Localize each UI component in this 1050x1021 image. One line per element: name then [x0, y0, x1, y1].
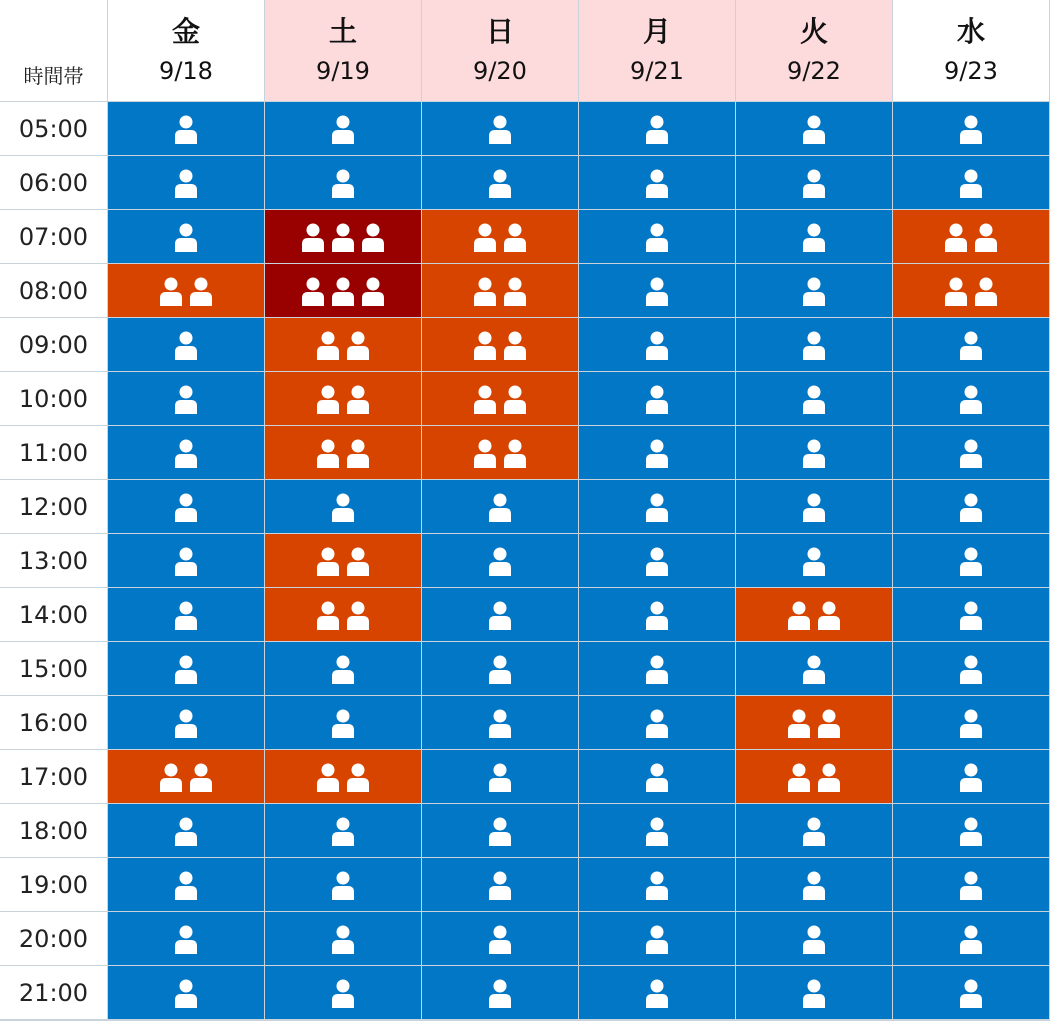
person-icon [817, 600, 841, 630]
person-icon [174, 546, 198, 576]
crowd-level-cell [736, 318, 893, 372]
crowd-level-cell [108, 102, 265, 156]
crowd-level-cell [736, 264, 893, 318]
crowd-level-cell [893, 588, 1050, 642]
crowd-level-cell [893, 264, 1050, 318]
time-label: 18:00 [0, 804, 108, 858]
person-icon [174, 600, 198, 630]
person-icon [959, 762, 983, 792]
person-icon [959, 330, 983, 360]
person-icon [331, 222, 355, 252]
person-icon [645, 438, 669, 468]
date-label: 9/18 [159, 56, 213, 85]
crowd-level-cell [265, 480, 422, 534]
person-icon [316, 330, 340, 360]
person-icon [174, 168, 198, 198]
crowd-level-cell [108, 858, 265, 912]
person-icon [645, 816, 669, 846]
crowd-level-cell [579, 372, 736, 426]
crowd-level-cell [736, 372, 893, 426]
person-icon [331, 708, 355, 738]
person-icon [645, 222, 669, 252]
weekday-label: 金 [171, 14, 200, 48]
person-icon [787, 762, 811, 792]
crowd-level-cell [108, 750, 265, 804]
crowd-level-cell [579, 750, 736, 804]
person-icon [174, 654, 198, 684]
person-icon [189, 762, 213, 792]
crowd-level-cell [265, 912, 422, 966]
crowd-level-cell [108, 318, 265, 372]
time-label: 08:00 [0, 264, 108, 318]
person-icon [974, 276, 998, 306]
person-icon [802, 222, 826, 252]
person-icon [802, 438, 826, 468]
person-icon [959, 114, 983, 144]
person-icon [488, 168, 512, 198]
person-icon [488, 762, 512, 792]
person-icon [974, 222, 998, 252]
person-icon [959, 600, 983, 630]
person-icon [174, 816, 198, 846]
crowd-level-cell [736, 912, 893, 966]
person-icon [817, 708, 841, 738]
time-label: 21:00 [0, 966, 108, 1020]
crowd-level-cell [736, 588, 893, 642]
crowd-level-cell [265, 372, 422, 426]
crowd-level-cell [108, 480, 265, 534]
time-label: 09:00 [0, 318, 108, 372]
person-icon [944, 276, 968, 306]
crowd-level-cell [893, 642, 1050, 696]
crowd-level-cell [736, 426, 893, 480]
person-icon [174, 708, 198, 738]
crowd-level-cell [265, 102, 422, 156]
day-header [422, 0, 579, 102]
crowd-level-cell [736, 534, 893, 588]
crowd-level-cell [736, 696, 893, 750]
crowd-level-cell [265, 156, 422, 210]
crowd-level-cell [422, 210, 579, 264]
person-icon [802, 276, 826, 306]
time-label: 12:00 [0, 480, 108, 534]
time-label: 13:00 [0, 534, 108, 588]
crowd-level-cell [579, 642, 736, 696]
person-icon [802, 114, 826, 144]
person-icon [488, 978, 512, 1008]
time-label: 15:00 [0, 642, 108, 696]
crowd-level-cell [108, 966, 265, 1020]
crowd-level-cell [422, 642, 579, 696]
person-icon [174, 870, 198, 900]
crowd-level-cell [108, 264, 265, 318]
time-label: 10:00 [0, 372, 108, 426]
person-icon [346, 330, 370, 360]
crowd-level-cell [579, 912, 736, 966]
weekday-label: 土 [328, 14, 357, 48]
person-icon [645, 708, 669, 738]
person-icon [645, 276, 669, 306]
person-icon [787, 600, 811, 630]
crowd-level-cell [108, 372, 265, 426]
person-icon [645, 330, 669, 360]
person-icon [316, 384, 340, 414]
crowd-level-cell [422, 750, 579, 804]
time-label: 17:00 [0, 750, 108, 804]
person-icon [802, 492, 826, 522]
crowd-level-cell [265, 588, 422, 642]
person-icon [488, 600, 512, 630]
person-icon [959, 168, 983, 198]
person-icon [645, 384, 669, 414]
time-label: 07:00 [0, 210, 108, 264]
time-label: 19:00 [0, 858, 108, 912]
person-icon [959, 708, 983, 738]
day-header [893, 0, 1050, 102]
person-icon [645, 654, 669, 684]
crowd-level-cell [108, 804, 265, 858]
time-label: 16:00 [0, 696, 108, 750]
person-icon [959, 654, 983, 684]
crowd-level-cell [736, 642, 893, 696]
person-icon [174, 114, 198, 144]
person-icon [645, 870, 669, 900]
person-icon [174, 330, 198, 360]
crowd-level-cell [579, 966, 736, 1020]
person-icon [802, 168, 826, 198]
crowd-level-cell [579, 210, 736, 264]
crowd-level-cell [422, 372, 579, 426]
date-label: 9/19 [316, 56, 370, 85]
person-icon [316, 438, 340, 468]
crowd-level-cell [579, 426, 736, 480]
person-icon [802, 924, 826, 954]
crowd-level-cell [893, 102, 1050, 156]
person-icon [159, 276, 183, 306]
crowd-level-cell [736, 480, 893, 534]
day-header [736, 0, 893, 102]
crowd-level-cell [736, 102, 893, 156]
crowd-level-cell [893, 858, 1050, 912]
person-icon [473, 276, 497, 306]
crowd-level-cell [422, 102, 579, 156]
person-icon [959, 438, 983, 468]
weekday-label: 月 [642, 14, 671, 48]
person-icon [817, 762, 841, 792]
day-header [108, 0, 265, 102]
crowd-level-cell [893, 804, 1050, 858]
person-icon [174, 384, 198, 414]
person-icon [488, 816, 512, 846]
person-icon [174, 978, 198, 1008]
person-icon [802, 330, 826, 360]
crowd-level-cell [579, 264, 736, 318]
person-icon [645, 924, 669, 954]
person-icon [473, 222, 497, 252]
person-icon [346, 546, 370, 576]
person-icon [174, 492, 198, 522]
person-icon [959, 384, 983, 414]
crowd-level-cell [422, 480, 579, 534]
person-icon [331, 978, 355, 1008]
crowd-level-cell [422, 588, 579, 642]
date-label: 9/22 [787, 56, 841, 85]
person-icon [802, 654, 826, 684]
crowd-level-cell [893, 426, 1050, 480]
crowd-level-cell [265, 750, 422, 804]
person-icon [301, 222, 325, 252]
crowd-level-cell [265, 264, 422, 318]
crowd-level-cell [108, 912, 265, 966]
person-icon [802, 546, 826, 576]
crowd-level-cell [422, 318, 579, 372]
person-icon [488, 870, 512, 900]
person-icon [503, 438, 527, 468]
crowd-level-cell [893, 156, 1050, 210]
person-icon [473, 438, 497, 468]
crowd-level-cell [265, 534, 422, 588]
crowd-level-cell [579, 318, 736, 372]
crowd-level-cell [736, 804, 893, 858]
time-label: 05:00 [0, 102, 108, 156]
crowd-level-cell [893, 696, 1050, 750]
day-header [265, 0, 422, 102]
person-icon [488, 114, 512, 144]
weekday-label: 火 [799, 14, 828, 48]
person-icon [331, 816, 355, 846]
weekday-label: 水 [956, 14, 985, 48]
person-icon [316, 600, 340, 630]
crowd-level-cell [108, 210, 265, 264]
person-icon [959, 816, 983, 846]
crowd-level-cell [736, 210, 893, 264]
person-icon [959, 492, 983, 522]
crowd-level-cell [736, 966, 893, 1020]
person-icon [174, 438, 198, 468]
person-icon [488, 924, 512, 954]
person-icon [488, 708, 512, 738]
person-icon [488, 654, 512, 684]
crowd-level-cell [108, 696, 265, 750]
person-icon [503, 222, 527, 252]
person-icon [331, 168, 355, 198]
person-icon [802, 384, 826, 414]
person-icon [361, 222, 385, 252]
person-icon [503, 276, 527, 306]
person-icon [316, 546, 340, 576]
date-label: 9/20 [473, 56, 527, 85]
time-label: 11:00 [0, 426, 108, 480]
crowd-level-cell [736, 750, 893, 804]
person-icon [503, 384, 527, 414]
person-icon [473, 330, 497, 360]
person-icon [488, 492, 512, 522]
date-label: 9/23 [944, 56, 998, 85]
person-icon [331, 924, 355, 954]
crowd-level-cell [108, 588, 265, 642]
person-icon [645, 978, 669, 1008]
crowd-level-cell [893, 210, 1050, 264]
crowd-level-cell [422, 534, 579, 588]
person-icon [645, 600, 669, 630]
person-icon [473, 384, 497, 414]
person-icon [959, 870, 983, 900]
crowd-level-cell [422, 912, 579, 966]
crowd-level-cell [265, 858, 422, 912]
crowd-level-cell [265, 210, 422, 264]
crowd-level-cell [422, 264, 579, 318]
time-label: 06:00 [0, 156, 108, 210]
person-icon [174, 222, 198, 252]
crowd-level-cell [422, 426, 579, 480]
crowd-level-cell [579, 480, 736, 534]
crowd-level-cell [893, 372, 1050, 426]
crowd-level-cell [893, 318, 1050, 372]
person-icon [959, 924, 983, 954]
person-icon [488, 546, 512, 576]
crowd-level-cell [736, 858, 893, 912]
person-icon [787, 708, 811, 738]
crowd-level-cell [893, 912, 1050, 966]
person-icon [331, 276, 355, 306]
person-icon [802, 870, 826, 900]
crowd-level-cell [108, 642, 265, 696]
person-icon [645, 546, 669, 576]
person-icon [301, 276, 325, 306]
time-column-header: 時間帯 [0, 0, 108, 102]
person-icon [346, 438, 370, 468]
person-icon [959, 978, 983, 1008]
crowd-level-cell [265, 804, 422, 858]
weekday-label: 日 [485, 14, 514, 48]
person-icon [331, 114, 355, 144]
person-icon [331, 654, 355, 684]
time-label: 20:00 [0, 912, 108, 966]
crowd-level-cell [422, 696, 579, 750]
person-icon [189, 276, 213, 306]
person-icon [174, 924, 198, 954]
crowd-level-cell [265, 696, 422, 750]
day-header [579, 0, 736, 102]
crowd-level-cell [893, 750, 1050, 804]
person-icon [331, 870, 355, 900]
person-icon [346, 600, 370, 630]
crowd-level-cell [579, 534, 736, 588]
crowd-level-cell [422, 804, 579, 858]
person-icon [959, 546, 983, 576]
person-icon [802, 816, 826, 846]
crowd-level-cell [893, 966, 1050, 1020]
crowd-level-cell [579, 588, 736, 642]
crowd-level-cell [108, 534, 265, 588]
date-label: 9/21 [630, 56, 684, 85]
time-label: 14:00 [0, 588, 108, 642]
person-icon [331, 492, 355, 522]
person-icon [316, 762, 340, 792]
person-icon [361, 276, 385, 306]
crowd-level-cell [265, 642, 422, 696]
crowd-level-cell [579, 696, 736, 750]
person-icon [346, 384, 370, 414]
crowd-level-cell [265, 318, 422, 372]
crowd-level-cell [265, 426, 422, 480]
crowd-level-cell [108, 156, 265, 210]
person-icon [645, 762, 669, 792]
crowd-level-cell [893, 534, 1050, 588]
crowd-level-cell [579, 156, 736, 210]
person-icon [159, 762, 183, 792]
person-icon [645, 168, 669, 198]
crowd-level-cell [422, 156, 579, 210]
crowd-level-cell [579, 858, 736, 912]
crowd-level-cell [265, 966, 422, 1020]
person-icon [346, 762, 370, 792]
crowd-level-cell [893, 480, 1050, 534]
crowd-level-cell [422, 858, 579, 912]
crowd-level-cell [579, 804, 736, 858]
person-icon [802, 978, 826, 1008]
crowd-level-cell [579, 102, 736, 156]
crowd-level-cell [422, 966, 579, 1020]
crowd-level-cell [736, 156, 893, 210]
person-icon [944, 222, 968, 252]
person-icon [645, 492, 669, 522]
person-icon [645, 114, 669, 144]
person-icon [503, 330, 527, 360]
crowd-level-cell [108, 426, 265, 480]
